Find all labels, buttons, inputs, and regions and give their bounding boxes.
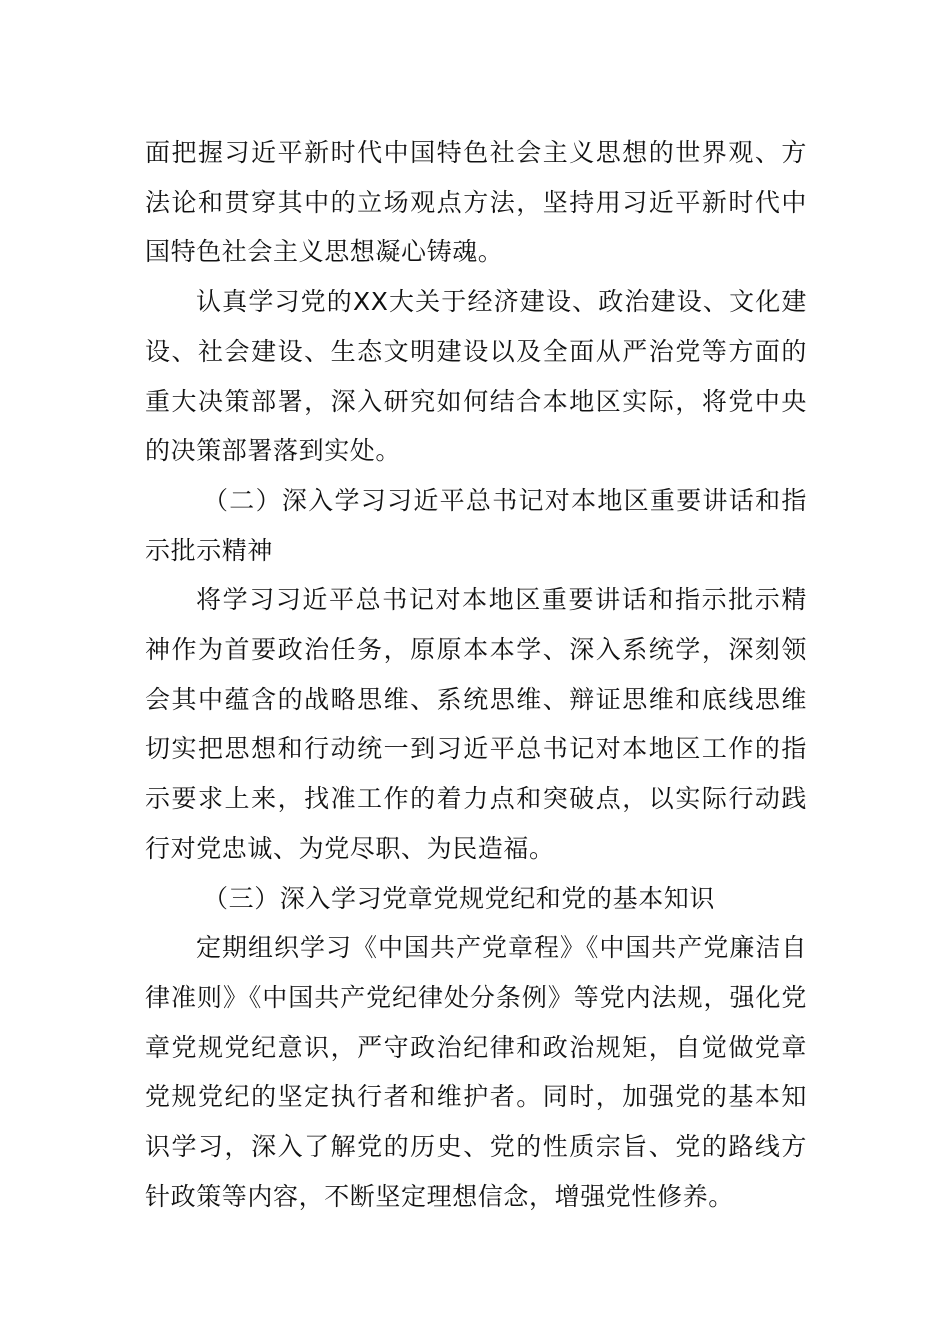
body-paragraph-continued: 面把握习近平新时代中国特色社会主义思想的世界观、方法论和贯穿其中的立场观点方法，坚持用习近平新时代中国特色社会主义思想凝心铸魂。	[145, 138, 807, 267]
section-heading-2: （二）深入学习习近平总书记对本地区重要讲话和指示批示精神	[145, 485, 807, 565]
section-heading-3: （三）深入学习党章党规党纪和党的基本知识	[203, 883, 716, 913]
body-paragraph-speeches: 将学习习近平总书记对本地区重要讲话和指示批示精神作为首要政治任务，原原本本学、深入系统学，深刻领会其中蕴含的战略思维、系统思维、辩证思维和底线思维切实把思想和行动统一到习近平总书记对本地区工作的指示要求上来，找准工作的着力点和突破点，以实际行动践行对党忠诚、为党尽职、为民造福。	[145, 585, 807, 863]
document-body	[145, 128, 807, 1221]
body-paragraph-party-rules: 定期组织学习《中国共产党章程》《中国共产党廉洁自律准则》《中国共产党纪律处分条例》等党内法规，强化党章党规党纪意识，严守政治纪律和政治规矩，自觉做党章党规党纪的坚定执行者和维护者。同时，加强党的基本知识学习，深入了解党的历史、党的性质宗旨、党的路线方针政策等内容，不断坚定理想信念，增强党性修养。	[145, 933, 807, 1211]
body-paragraph-study-congress: 认真学习党的XX大关于经济建设、政治建设、文化建设、社会建设、生态文明建设以及全面从严治党等方面的重大决策部署，深入研究如何结合本地区实际，将党中央的决策部署落到实处。	[145, 287, 807, 466]
